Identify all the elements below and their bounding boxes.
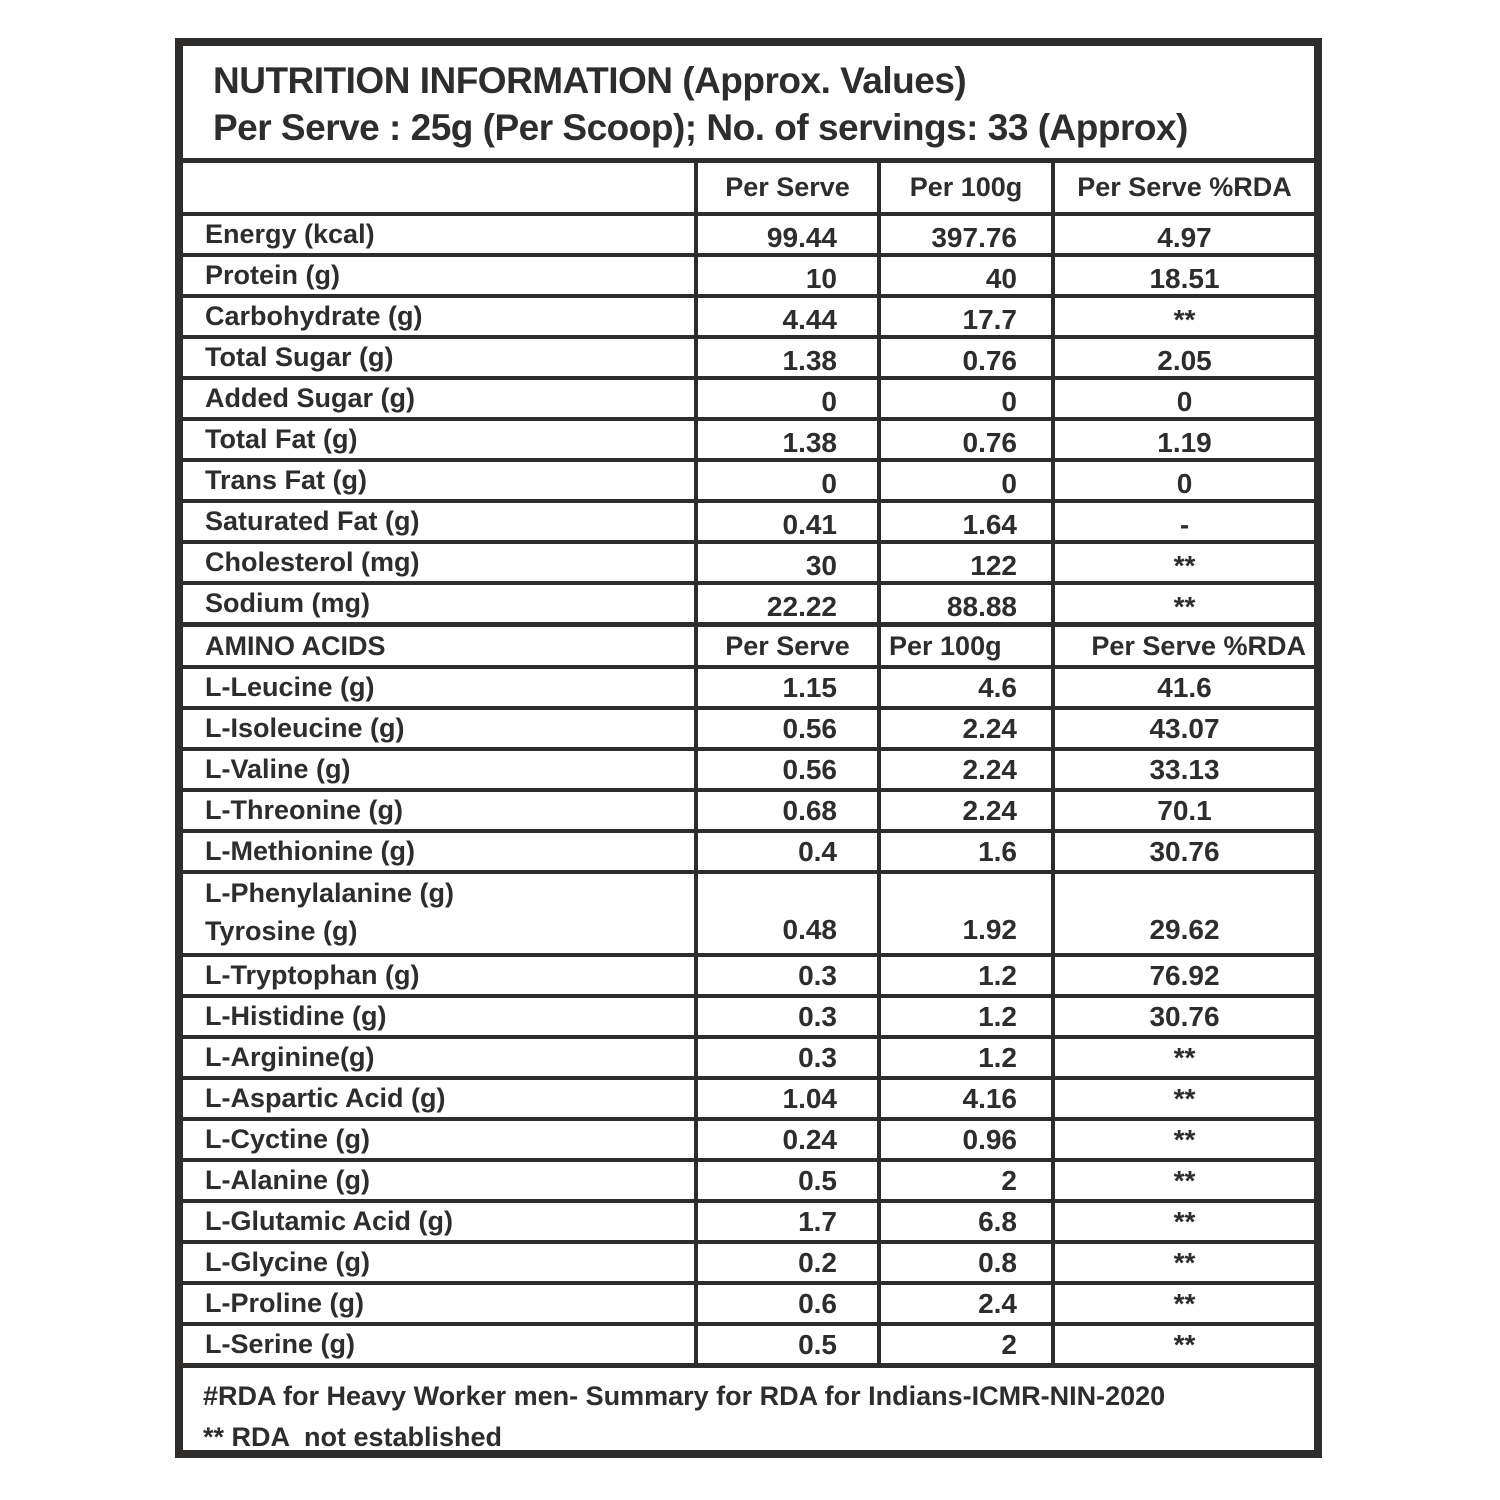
value-per-serve: 0.24 <box>694 1121 877 1158</box>
value-rda: ** <box>1051 1162 1314 1199</box>
table-title <box>183 46 1314 158</box>
column-header-per-serve-rda: Per Serve %RDA <box>1051 163 1314 212</box>
amino-row-glycine <box>183 1240 1314 1281</box>
footnote-rda-not-established: ** RDA not established <box>203 1422 503 1452</box>
amino-label: L-Alanine (g) <box>205 1165 370 1195</box>
value-per-serve: 4.44 <box>694 298 877 335</box>
value-rda: ** <box>1051 1203 1314 1240</box>
value-per-serve: 0.3 <box>694 1039 877 1076</box>
value-per-serve: 0.56 <box>694 751 877 788</box>
value-per-serve: 1.38 <box>694 339 877 376</box>
value-per-100g: 17.7 <box>877 298 1051 335</box>
amino-label: L-Serine (g) <box>205 1329 356 1359</box>
nutrient-label: Trans Fat (g) <box>205 465 368 495</box>
amino-row-serine <box>183 1322 1314 1363</box>
amino-label: L-Threonine (g) <box>205 795 403 825</box>
nutrient-row-energy <box>183 212 1314 253</box>
nutrient-label: Carbohydrate (g) <box>205 301 423 331</box>
amino-row-cyctine <box>183 1117 1314 1158</box>
amino-row-valine <box>183 747 1314 788</box>
value-rda: ** <box>1051 1244 1314 1281</box>
nutrition-information-table <box>175 38 1322 1458</box>
amino-row-glutamic-acid <box>183 1199 1314 1240</box>
amino-row-histidine <box>183 994 1314 1035</box>
value-per-serve: 0 <box>694 380 877 417</box>
nutrient-row-sodium <box>183 581 1314 622</box>
amino-label: L-Leucine (g) <box>205 672 375 702</box>
value-per-serve: 0.3 <box>694 957 877 994</box>
nutrient-row-trans-fat <box>183 458 1314 499</box>
nutrient-row-protein <box>183 253 1314 294</box>
nutrient-row-cholesterol <box>183 540 1314 581</box>
amino-label-line-2: Tyrosine (g) <box>205 916 358 946</box>
value-per-100g: 1.2 <box>877 998 1051 1035</box>
nutrient-label: Protein (g) <box>205 260 340 290</box>
value-per-100g: 4.16 <box>877 1080 1051 1117</box>
value-rda: 18.51 <box>1051 257 1314 294</box>
title-line-2: Per Serve : 25g (Per Scoop); No. of servings: 33 (Approx) <box>213 107 1188 148</box>
amino-acids-section-title: AMINO ACIDS <box>205 630 386 661</box>
value-rda: ** <box>1051 544 1314 581</box>
value-per-100g: 1.64 <box>877 503 1051 540</box>
column-header-blank <box>183 163 694 212</box>
nutrient-row-carbohydrate <box>183 294 1314 335</box>
title-line-1: NUTRITION INFORMATION (Approx. Values) <box>213 60 967 101</box>
value-per-serve: 0.5 <box>694 1162 877 1199</box>
amino-row-isoleucine <box>183 706 1314 747</box>
nutrient-label: Cholesterol (mg) <box>205 547 420 577</box>
value-per-100g: 2.24 <box>877 710 1051 747</box>
value-per-100g: 0.96 <box>877 1121 1051 1158</box>
value-rda: ** <box>1051 585 1314 622</box>
value-per-100g: 0 <box>877 380 1051 417</box>
amino-label: L-Isoleucine (g) <box>205 713 405 743</box>
value-rda: ** <box>1051 298 1314 335</box>
amino-row-threonine <box>183 788 1314 829</box>
nutrient-row-added-sugar <box>183 376 1314 417</box>
amino-acids-header-row <box>183 622 1314 665</box>
amino-label: L-Glutamic Acid (g) <box>205 1206 453 1236</box>
value-rda: ** <box>1051 1080 1314 1117</box>
value-rda: 41.6 <box>1051 669 1314 706</box>
value-per-serve: 0.4 <box>694 833 877 870</box>
value-per-serve: 0.41 <box>694 503 877 540</box>
nutrient-label: Total Fat (g) <box>205 424 358 454</box>
value-per-100g: 40 <box>877 257 1051 294</box>
value-rda: ** <box>1051 1039 1314 1076</box>
value-per-100g: 1.92 <box>877 874 1051 953</box>
value-rda: 43.07 <box>1051 710 1314 747</box>
value-per-serve: 10 <box>694 257 877 294</box>
value-per-serve: 0 <box>694 462 877 499</box>
amino-label: L-Arginine(g) <box>205 1042 375 1072</box>
value-per-serve: 22.22 <box>694 585 877 622</box>
amino-row-aspartic-acid <box>183 1076 1314 1117</box>
value-per-serve: 99.44 <box>694 216 877 253</box>
value-per-serve: 1.15 <box>694 669 877 706</box>
nutrient-row-saturated-fat <box>183 499 1314 540</box>
nutrient-row-total-sugar <box>183 335 1314 376</box>
nutrient-label: Energy (kcal) <box>205 219 375 249</box>
amino-label: L-Aspartic Acid (g) <box>205 1083 446 1113</box>
column-header-row <box>183 158 1314 212</box>
value-rda: - <box>1051 503 1314 540</box>
amino-row-proline <box>183 1281 1314 1322</box>
value-rda: ** <box>1051 1285 1314 1322</box>
value-rda: 1.19 <box>1051 421 1314 458</box>
value-per-serve: 0.48 <box>694 874 877 953</box>
column-header-per-serve: Per Serve <box>694 163 877 212</box>
nutrient-label: Added Sugar (g) <box>205 383 415 413</box>
value-per-serve: 0.2 <box>694 1244 877 1281</box>
value-rda: 2.05 <box>1051 339 1314 376</box>
value-per-100g: 397.76 <box>877 216 1051 253</box>
amino-header-per-serve-rda: Per Serve %RDA <box>1051 627 1314 665</box>
amino-label: L-Proline (g) <box>205 1288 364 1318</box>
value-per-100g: 1.2 <box>877 1039 1051 1076</box>
amino-label: L-Tryptophan (g) <box>205 960 420 990</box>
value-rda: 33.13 <box>1051 751 1314 788</box>
amino-row-methionine <box>183 829 1314 870</box>
value-per-serve: 1.04 <box>694 1080 877 1117</box>
amino-row-tryptophan <box>183 953 1314 994</box>
value-rda: 0 <box>1051 380 1314 417</box>
amino-label: L-Glycine (g) <box>205 1247 371 1277</box>
amino-header-per-serve: Per Serve <box>694 627 877 665</box>
value-rda: 30.76 <box>1051 833 1314 870</box>
amino-label: L-Histidine (g) <box>205 1001 387 1031</box>
amino-row-leucine <box>183 665 1314 706</box>
value-per-serve: 30 <box>694 544 877 581</box>
value-per-100g: 0.76 <box>877 339 1051 376</box>
value-per-serve: 0.56 <box>694 710 877 747</box>
value-per-serve: 1.38 <box>694 421 877 458</box>
amino-row-alanine <box>183 1158 1314 1199</box>
amino-row-arginine <box>183 1035 1314 1076</box>
amino-label-line-1: L-Phenylalanine (g) <box>205 878 455 908</box>
value-rda: 30.76 <box>1051 998 1314 1035</box>
value-per-serve: 0.3 <box>694 998 877 1035</box>
amino-label: L-Cyctine (g) <box>205 1124 370 1154</box>
nutrient-row-total-fat <box>183 417 1314 458</box>
value-rda: 29.62 <box>1051 874 1314 953</box>
value-per-100g: 2.24 <box>877 751 1051 788</box>
value-per-serve: 0.5 <box>694 1326 877 1363</box>
value-per-100g: 2.24 <box>877 792 1051 829</box>
value-per-100g: 0 <box>877 462 1051 499</box>
value-rda: 70.1 <box>1051 792 1314 829</box>
footnote-rda-source: #RDA for Heavy Worker men- Summary for RDA for Indians-ICMR-NIN-2020 <box>203 1381 1166 1411</box>
value-per-100g: 4.6 <box>877 669 1051 706</box>
value-rda: 0 <box>1051 462 1314 499</box>
value-per-100g: 122 <box>877 544 1051 581</box>
value-per-100g: 1.2 <box>877 957 1051 994</box>
value-per-100g: 2 <box>877 1162 1051 1199</box>
value-per-100g: 2.4 <box>877 1285 1051 1322</box>
value-per-100g: 0.76 <box>877 421 1051 458</box>
amino-label: L-Methionine (g) <box>205 836 415 866</box>
value-per-100g: 6.8 <box>877 1203 1051 1240</box>
value-per-100g: 0.8 <box>877 1244 1051 1281</box>
value-per-100g: 1.6 <box>877 833 1051 870</box>
value-per-100g: 88.88 <box>877 585 1051 622</box>
amino-header-per-100g: Per 100g <box>877 627 1051 665</box>
nutrient-label: Total Sugar (g) <box>205 342 394 372</box>
nutrient-label: Sodium (mg) <box>205 588 370 618</box>
value-rda: 76.92 <box>1051 957 1314 994</box>
value-per-100g: 2 <box>877 1326 1051 1363</box>
value-rda: ** <box>1051 1121 1314 1158</box>
footnotes <box>183 1363 1314 1450</box>
amino-row-phenylalanine-tyrosine <box>183 870 1314 953</box>
value-per-serve: 0.6 <box>694 1285 877 1322</box>
value-per-serve: 0.68 <box>694 792 877 829</box>
nutrient-label: Saturated Fat (g) <box>205 506 420 536</box>
amino-label: L-Valine (g) <box>205 754 351 784</box>
value-rda: ** <box>1051 1326 1314 1363</box>
column-header-per-100g: Per 100g <box>877 163 1051 212</box>
amino-label <box>183 874 694 953</box>
value-rda: 4.97 <box>1051 216 1314 253</box>
value-per-serve: 1.7 <box>694 1203 877 1240</box>
